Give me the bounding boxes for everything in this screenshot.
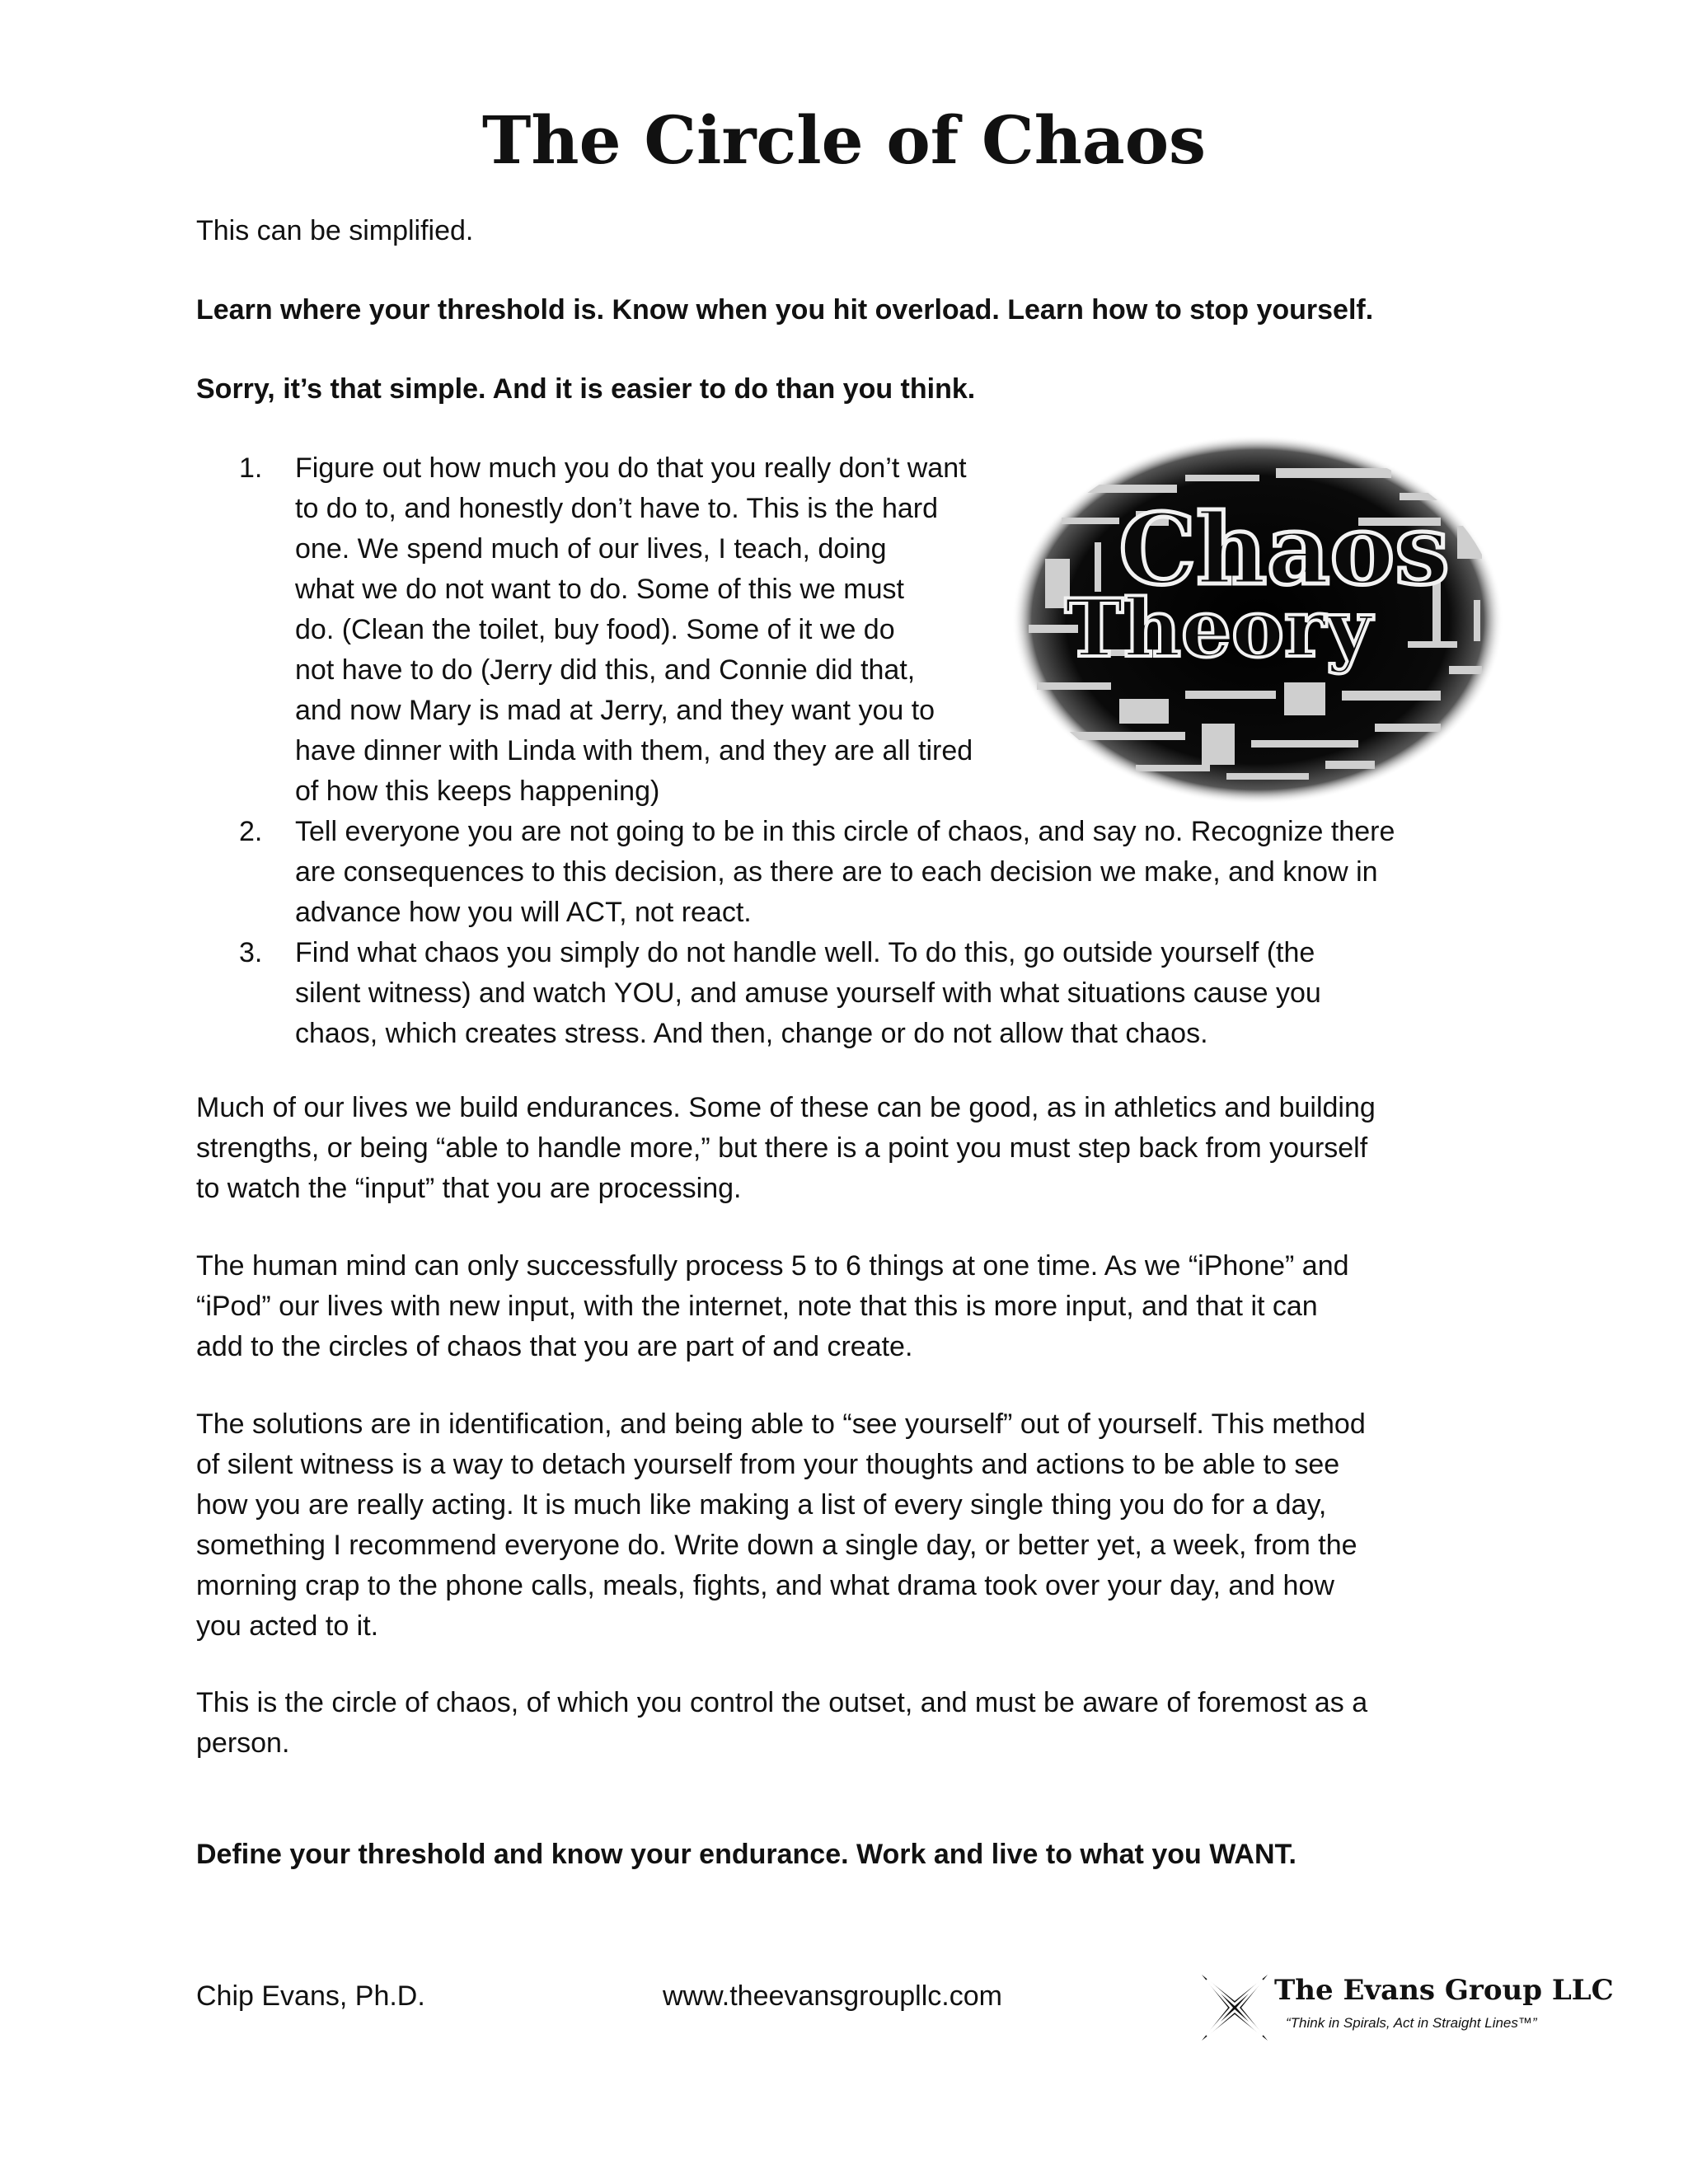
list-line: not have to do (Jerry did this, and Connie did that, (295, 654, 916, 686)
paragraph-circle (196, 1683, 1498, 1764)
numbered-list (239, 448, 1500, 1054)
list-line: Tell everyone you are not going to be in this circle of chaos, and say no. Recognize there (295, 816, 1395, 847)
list-line: of how this keeps happening) (295, 776, 660, 807)
list-line: chaos, which creates stress. And then, change or do not allow that chaos. (295, 1018, 1208, 1049)
list-line: one. We spend much of our lives, I teach, doing (295, 533, 887, 565)
paragraph-line: add to the circles of chaos that you are part of and create. (196, 1331, 913, 1362)
paragraph-line: “iPod” our lives with new input, with the internet, note that this is more input, and that it can (196, 1291, 1318, 1322)
paragraph-line: morning crap to the phone calls, meals, fights, and what drama took over your day, and how (196, 1570, 1334, 1601)
intro-text: This can be simplified. (196, 215, 474, 246)
paragraph-line: strengths, or being “able to handle more,” but there is a point you must step back from yourself (196, 1132, 1368, 1164)
logo-company-name: The Evans Group LLC (1274, 1974, 1614, 2007)
paragraph-line: you acted to it. (196, 1610, 379, 1642)
list-line: advance how you will ACT, not react. (295, 897, 752, 928)
list-number: 3. (239, 937, 263, 968)
list-number: 1. (239, 452, 263, 484)
logo-tagline: “Think in Spirals, Act in Straight Lines™” (1286, 2015, 1537, 2031)
list-line: Figure out how much you do that you really don’t want (295, 452, 967, 484)
image-word-theory: Theory (1064, 582, 1372, 675)
list-item (239, 448, 1500, 812)
paragraph-endurances (196, 1088, 1498, 1209)
company-logo (1195, 1968, 1614, 2050)
paragraph-line: Much of our lives we build endurances. Some of these can be good, as in athletics and building (196, 1092, 1376, 1123)
footer-website[interactable]: www.theevansgroupllc.com (663, 1980, 1002, 2012)
paragraph-line: to watch the “input” that you are processing. (196, 1173, 742, 1204)
page-title: The Circle of Chaos (481, 101, 1207, 179)
list-line: Find what chaos you simply do not handle well. To do this, go outside yourself (the (295, 937, 1315, 968)
paragraph-line: how you are really acting. It is much like making a list of every single thing you do for a day, (196, 1489, 1327, 1521)
list-line: what we do not want to do. Some of this we must (295, 574, 904, 605)
paragraph-line: of silent witness is a way to detach yourself from your thoughts and actions to be able to see (196, 1449, 1340, 1480)
lead-bold-statement: Learn where your threshold is. Know when you hit overload. Learn how to stop yourself. (196, 294, 1374, 326)
paragraph-line: something I recommend everyone do. Write down a single day, or better yet, a week, from the (196, 1530, 1357, 1561)
list-item (239, 812, 1500, 933)
paragraph-solutions (196, 1404, 1498, 1647)
list-line: are consequences to this decision, as there are to each decision we make, and know in (295, 856, 1378, 888)
image-word-chaos: Chaos (1118, 492, 1450, 607)
paragraph-human-mind (196, 1246, 1498, 1367)
paragraph-line: This is the circle of chaos, of which you control the outset, and must be aware of foremost as a (196, 1687, 1368, 1718)
paragraph-line: The human mind can only successfully process 5 to 6 things at one time. As we “iPhone” and (196, 1250, 1349, 1282)
closing-bold-statement: Define your threshold and know your endurance. Work and live to what you WANT. (196, 1839, 1296, 1870)
evans-group-x-icon (1195, 1968, 1274, 2047)
list-line: and now Mary is mad at Jerry, and they want you to (295, 695, 935, 726)
list-number: 2. (239, 816, 263, 847)
lead-bold-followup: Sorry, it’s that simple. And it is easier to do than you think. (196, 373, 976, 405)
footer-author: Chip Evans, Ph.D. (196, 1980, 425, 2012)
list-line: have dinner with Linda with them, and they are all tired (295, 735, 973, 766)
paragraph-line: The solutions are in identification, and being able to “see yourself” out of yourself. This method (196, 1408, 1366, 1440)
paragraph-line: person. (196, 1727, 290, 1759)
list-line: to do to, and honestly don’t have to. This is the hard (295, 493, 938, 524)
list-line: silent witness) and watch YOU, and amuse yourself with what situations cause you (295, 977, 1321, 1009)
list-line: do. (Clean the toilet, buy food). Some of it we do (295, 614, 895, 645)
list-item (239, 933, 1500, 1054)
